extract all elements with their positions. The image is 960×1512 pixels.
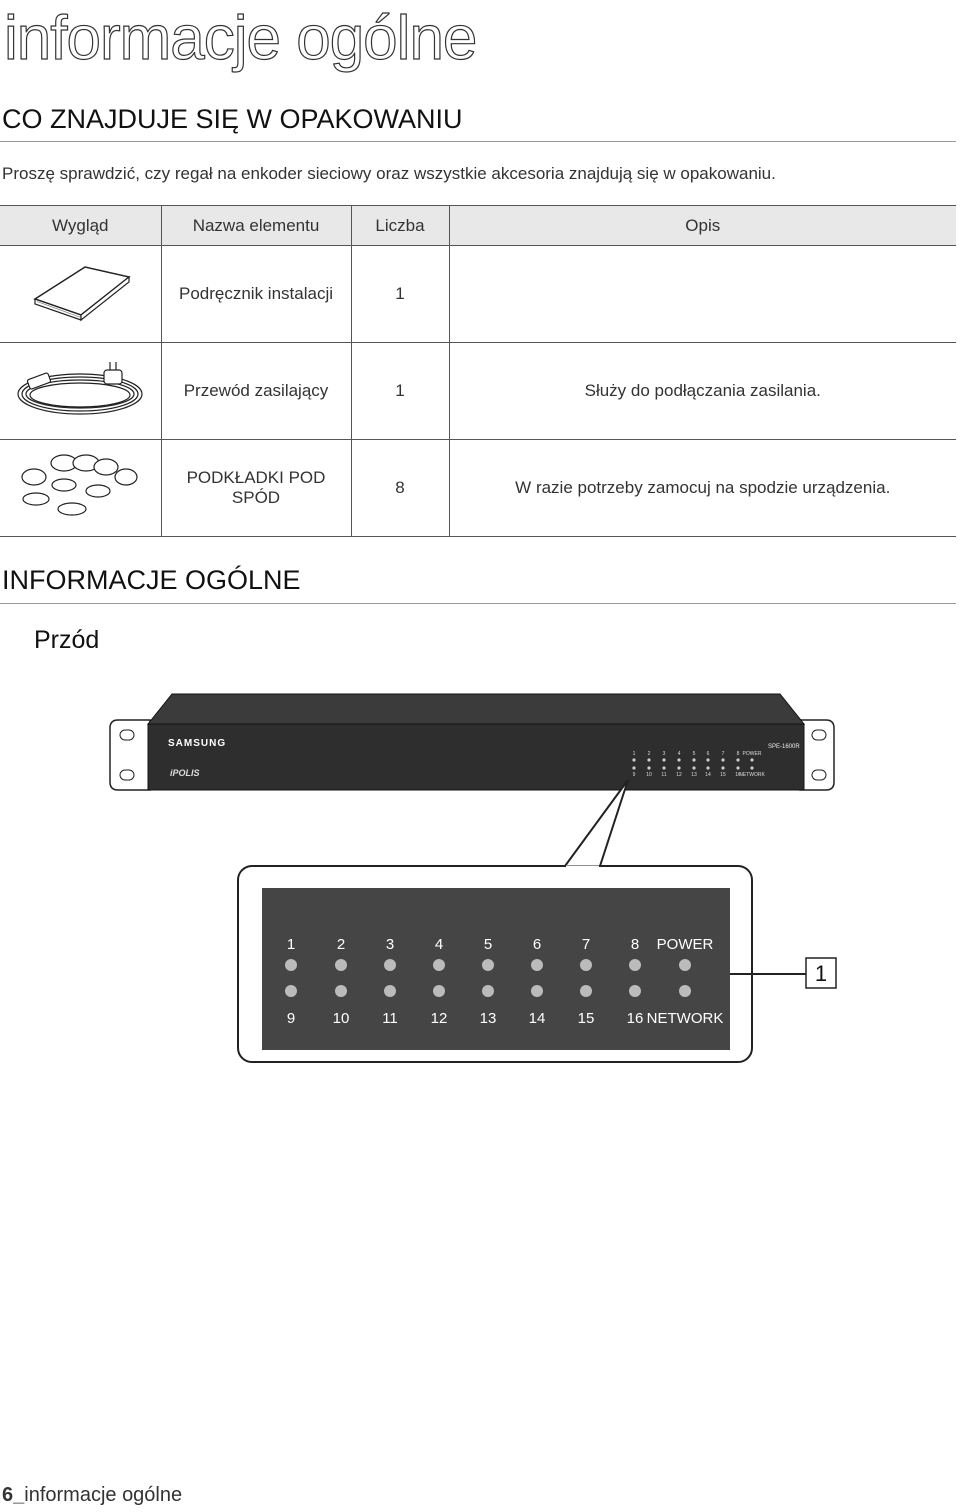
led-indicator — [285, 985, 297, 997]
led-label: POWER — [656, 936, 714, 953]
mini-led — [677, 758, 680, 761]
table-header-row — [0, 206, 956, 246]
mini-led-label: POWER — [742, 751, 762, 757]
mini-led-label: 12 — [676, 772, 682, 778]
mini-led-label: 13 — [691, 772, 697, 778]
brand-logo: SAMSUNG — [168, 738, 227, 749]
led-label: 1 — [286, 936, 296, 953]
mini-led — [677, 766, 680, 769]
mini-led — [706, 758, 709, 761]
led-indicator — [335, 959, 347, 971]
mini-led — [721, 758, 724, 761]
footer-text: informacje ogólne — [24, 1484, 183, 1506]
item-name: Przewód zasilający — [161, 343, 351, 440]
mini-led-label: 3 — [662, 751, 666, 757]
mini-led — [662, 766, 665, 769]
led-label: 4 — [434, 936, 444, 953]
led-indicator — [629, 985, 641, 997]
column-header: Opis — [449, 206, 956, 246]
led-indicator — [679, 985, 691, 997]
led-label: 7 — [581, 936, 591, 953]
power-cord-icon — [10, 354, 150, 424]
mini-led — [647, 766, 650, 769]
led-indicator — [384, 985, 396, 997]
led-indicator — [482, 985, 494, 997]
mini-led — [721, 766, 724, 769]
appearance-cell — [0, 246, 161, 343]
mini-led-label: 4 — [677, 751, 681, 757]
mini-led — [647, 758, 650, 761]
led-label: 3 — [385, 936, 395, 953]
mini-led-label: 11 — [661, 772, 667, 778]
item-name: PODKŁADKI POD SPÓD — [161, 440, 351, 537]
led-indicator — [433, 959, 445, 971]
mini-led — [632, 758, 635, 761]
led-indicator — [433, 985, 445, 997]
mini-led-label: 6 — [706, 751, 710, 757]
item-name: Podręcznik instalacji — [161, 246, 351, 343]
mini-led-label: 14 — [705, 772, 711, 778]
led-label: 2 — [336, 936, 346, 953]
led-indicator — [531, 985, 543, 997]
led-label: 14 — [528, 1010, 546, 1027]
item-description: Służy do podłączania zasilania. — [449, 343, 956, 440]
led-label: 13 — [479, 1010, 497, 1027]
led-label: 8 — [630, 936, 640, 953]
manual-icon — [25, 257, 135, 327]
mini-led-label: 1 — [632, 751, 636, 757]
mini-led-label: 16 — [735, 772, 741, 778]
led-indicator — [482, 959, 494, 971]
led-label: 11 — [382, 1010, 398, 1027]
led-indicator — [384, 959, 396, 971]
model-label: SPE-1600R — [768, 744, 800, 750]
led-label: NETWORK — [646, 1010, 724, 1027]
table-row — [0, 440, 956, 537]
led-label: 10 — [332, 1010, 350, 1027]
page-number: 6_ — [2, 1484, 25, 1506]
led-label: 15 — [577, 1010, 595, 1027]
led-indicator — [531, 959, 543, 971]
item-count: 8 — [351, 440, 449, 537]
item-count: 1 — [351, 343, 449, 440]
mini-led-label: 7 — [721, 751, 725, 757]
led-indicator — [580, 985, 592, 997]
device-front-diagram — [0, 680, 960, 1080]
led-label: 6 — [532, 936, 542, 953]
intro-text: Proszę sprawdzić, czy regał na enkoder sieciowy oraz wszystkie akcesoria znajdują się w opakowaniu. — [2, 164, 776, 183]
callout-pointer — [565, 780, 628, 866]
led-indicator — [580, 959, 592, 971]
mini-led — [706, 766, 709, 769]
page-footer — [2, 1484, 182, 1507]
led-label: 16 — [626, 1010, 644, 1027]
column-header: Nazwa elementu — [161, 206, 351, 246]
appearance-cell — [0, 343, 161, 440]
rubber-feet-icon — [20, 451, 140, 521]
divider — [0, 603, 956, 604]
appearance-cell — [0, 440, 161, 537]
mini-led — [736, 758, 739, 761]
mini-led-label: 10 — [646, 772, 652, 778]
mini-led-label: NETWORK — [739, 772, 765, 778]
mini-led — [692, 758, 695, 761]
section-heading-contents: CO ZNAJDUJE SIĘ W OPAKOWANIU — [2, 104, 463, 134]
front-subheading: Przód — [34, 626, 100, 654]
device-front-panel — [148, 724, 804, 790]
mini-led — [662, 758, 665, 761]
mini-led-label: 5 — [692, 751, 696, 757]
mini-led-label: 9 — [632, 772, 636, 778]
led-label: 9 — [286, 1010, 296, 1027]
column-header: Liczba — [351, 206, 449, 246]
table-row — [0, 343, 956, 440]
led-label: 5 — [483, 936, 493, 953]
mini-led-label: 8 — [736, 751, 740, 757]
led-indicator — [679, 959, 691, 971]
led-indicator — [335, 985, 347, 997]
section-heading-general: INFORMACJE OGÓLNE — [2, 565, 301, 595]
table-row — [0, 246, 956, 343]
ipolis-logo: iPOLIS — [170, 768, 200, 778]
mini-led — [692, 766, 695, 769]
mini-led — [632, 766, 635, 769]
package-contents-table — [0, 205, 956, 537]
mini-led — [736, 766, 739, 769]
page-title: informacje ogólne — [4, 4, 477, 73]
callout-number: 1 — [814, 961, 828, 986]
mini-led-label: 2 — [647, 751, 651, 757]
led-label: 12 — [430, 1010, 448, 1027]
item-description — [449, 246, 956, 343]
led-indicator — [629, 959, 641, 971]
mini-led-label: 15 — [720, 772, 726, 778]
column-header: Wygląd — [0, 206, 161, 246]
mini-led — [750, 758, 753, 761]
item-description: W razie potrzeby zamocuj na spodzie urządzenia. — [449, 440, 956, 537]
divider — [0, 141, 956, 142]
led-indicator — [285, 959, 297, 971]
mini-led — [750, 766, 753, 769]
item-count: 1 — [351, 246, 449, 343]
